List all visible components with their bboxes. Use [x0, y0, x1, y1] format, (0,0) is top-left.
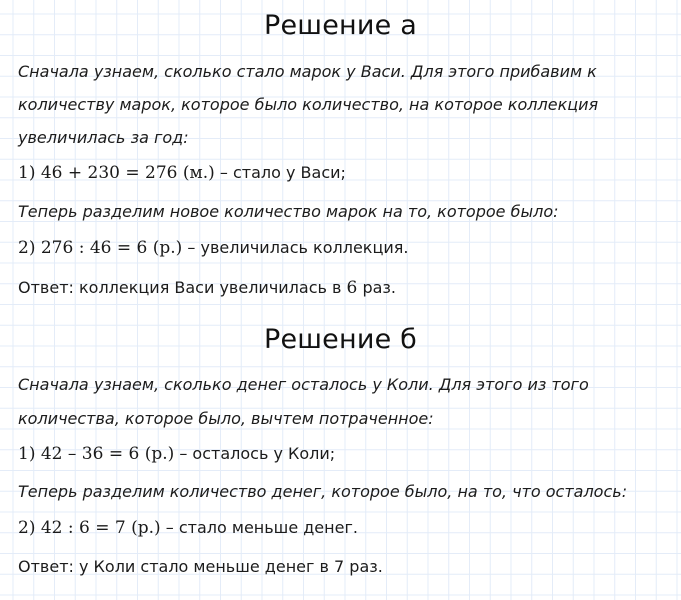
solution-b-answer-value: 7 [334, 557, 345, 576]
solution-a-step-1-expression: 1) 46 + 230 = 276 (м.) [18, 163, 215, 183]
solution-a-intro-line-2: количеству марок, которое было количество, на которое коллекция [18, 95, 599, 114]
solution-b-step-2-comment: – стало меньше денег. [160, 518, 358, 537]
solution-b-answer-suffix: раз. [344, 557, 383, 576]
solution-a-answer-value: 6 [346, 278, 358, 298]
solution-a-step-1-comment: – стало у Васи; [214, 163, 346, 182]
solution-a-intro-line-1: Сначала узнаем, сколько стало марок у Васи. Для этого прибавим к [18, 62, 597, 81]
solution-b-answer-prefix: Ответ: у Коли стало меньше денег в [18, 557, 335, 576]
solution-a-step-1 [18, 163, 346, 183]
solution-a-step-2-expression: 2) 276 : 46 = 6 (р.) [18, 238, 183, 258]
solution-a-step-2 [18, 238, 408, 258]
solution-b-title: Решение б [263, 324, 418, 355]
solution-b-step-2 [18, 518, 358, 538]
solution-b-step-1-expression: 1) 42 – 36 = 6 (р.) [18, 444, 175, 464]
solution-b-step-1-comment: – осталось у Коли; [174, 444, 336, 463]
solution-b-intro-line-1: Сначала узнаем, сколько денег осталось у Коли. Для этого из того [18, 375, 589, 394]
solution-b-explanation: Теперь разделим количество денег, которое было, на то, что осталось: [18, 482, 628, 501]
solution-b-intro-line-2: количества, которое было, вычтем потраченное: [18, 409, 434, 428]
solution-a-title: Решение а [264, 10, 417, 41]
solution-a-intro-line-3: увеличилась за год: [18, 128, 189, 147]
solution-b-step-2-expression: 2) 42 : 6 = 7 (р.) [18, 518, 161, 538]
solution-a-answer [18, 278, 396, 298]
solution-a-explanation: Теперь разделим новое количество марок на то, которое было: [18, 202, 559, 221]
solution-a-answer-prefix: Ответ: коллекция Васи увеличилась в [18, 278, 347, 297]
solution-a-step-2-comment: – увеличилась коллекция. [182, 238, 409, 257]
solution-a-answer-suffix: раз. [357, 278, 397, 297]
solution-b-step-1 [18, 444, 335, 464]
solution-b-answer [18, 557, 383, 577]
